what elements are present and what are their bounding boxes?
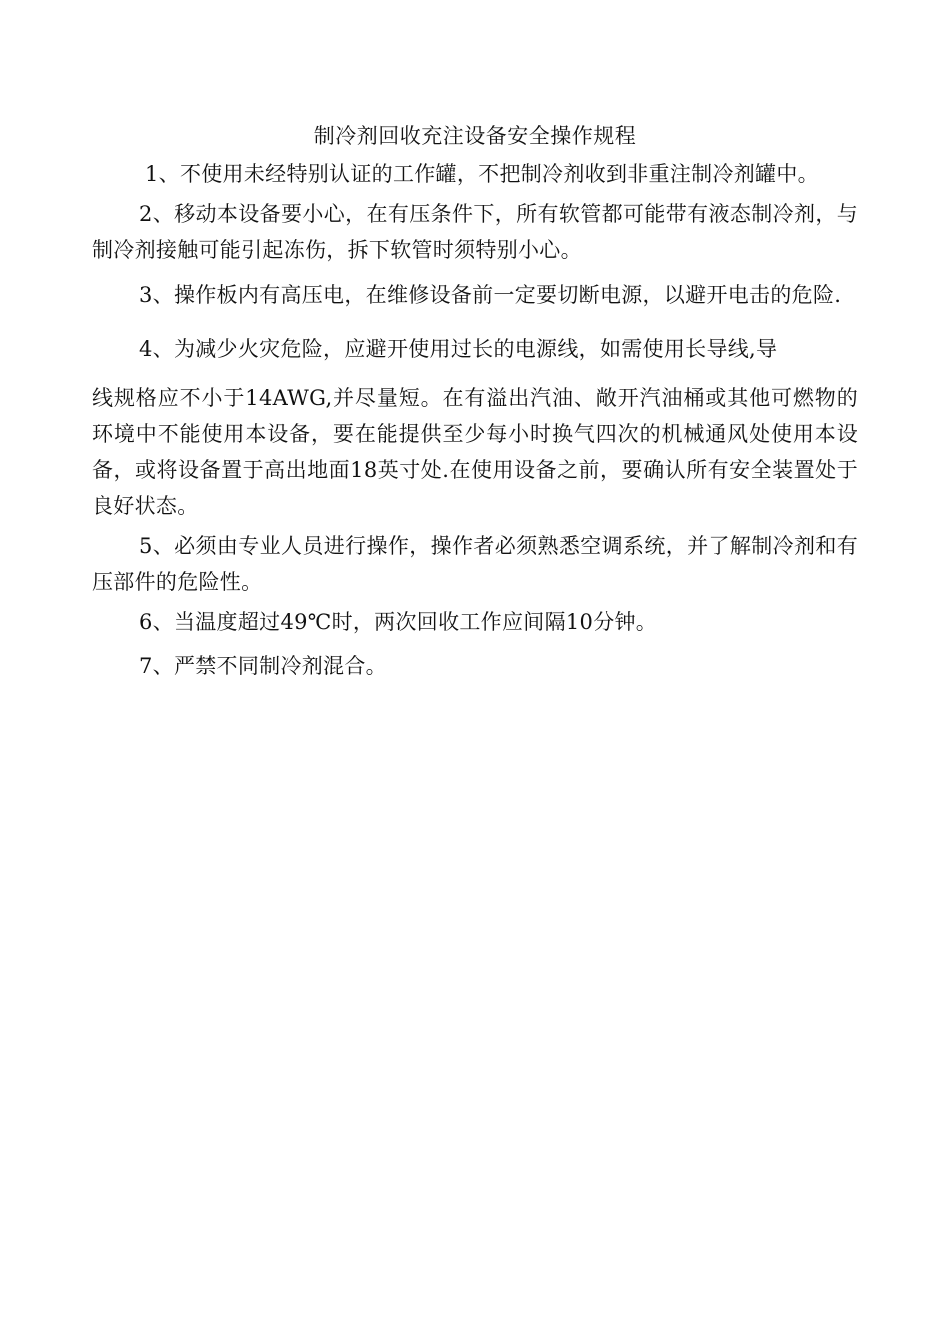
rule-5: 5、必须由专业人员进行操作，操作者必须熟悉空调系统，并了解制冷剂和有压部件的危险性。: [92, 534, 858, 594]
rule-6: 6、当温度超过49℃时，两次回收工作应间隔10分钟。: [139, 610, 658, 634]
rule-2: 2、移动本设备要小心，在有压条件下，所有软管都可能带有液态制冷剂，与制冷剂接触可能引起冻伤，拆下软管时须特别小心。: [92, 202, 858, 262]
rule-3: 3、操作板内有高压电，在维修设备前一定要切断电源，以避开电击的危险.: [139, 283, 842, 307]
rule-4-continued: 线规格应不小于14AWG,并尽量短。在有溢出汽油、敞开汽油桶或其他可燃物的环境中不能使用本设备，要在能提供至少每小时换气四次的机械通风处使用本设备，或将设备置于高出地面18英寸处.在使用设备之前，要确认所有安全装置处于良好状态。: [92, 386, 858, 518]
rule-7: 7、严禁不同制冷剂混合。: [139, 654, 387, 678]
document-title: 制冷剂回收充注设备安全操作规程: [313, 124, 637, 148]
document-body: [92, 118, 858, 684]
rule-4-line-1: 4、为减少火灾危险，应避开使用过长的电源线，如需使用长导线,导: [139, 337, 778, 361]
rule-1: 1、不使用未经特别认证的工作罐，不把制冷剂收到非重注制冷剂罐中。: [145, 162, 819, 186]
